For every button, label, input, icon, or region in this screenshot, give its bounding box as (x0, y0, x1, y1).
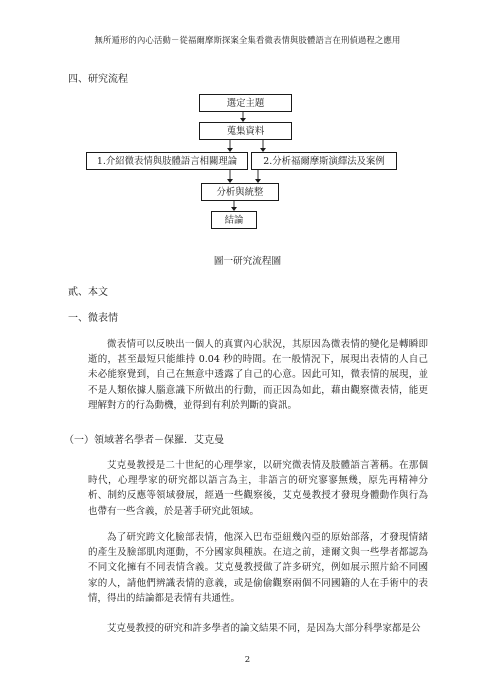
flow-box-conclusion: 結論 (211, 211, 257, 229)
paragraph-ekman-intro: 艾克曼教授是二十世紀的心理學家，以研究微表情及肢體語言著稱。在那個時代，心理學家的研究都以語言為主，非語言的研究寥寥無幾，原先再精神分析、制約反應等領域發展，經過一些觀察後，艾克曼教授才發現身體動作與行為也帶有一些含義，於是著手研究此領域。 (88, 460, 428, 517)
arrowhead-down-icon (260, 148, 266, 152)
arrowhead-down-icon (255, 179, 261, 183)
section-four-heading: 四、研究流程 (68, 74, 128, 85)
arrowhead-down-icon (231, 207, 237, 211)
paragraph-ekman-difference: 艾克曼教授的研究和許多學者的論文結果不同，是因為大部分科學家都是公 (107, 623, 421, 634)
arrowhead-down-icon (227, 179, 233, 183)
running-header: 無所遁形的內心活動－從福爾摩斯探案全集看微表情與肢體語言在刑偵過程之應用 (94, 35, 401, 45)
figure-caption: 圖一研究流程圖 (213, 256, 282, 267)
flow-box-introduce-theory: 1.介紹微表情與肢體語言相關理論 (86, 152, 248, 170)
flow-box-analyze-holmes: 2.分析福爾摩斯演繹法及案例 (251, 152, 397, 170)
paragraph-micro-expression: 微表情可以反映出一個人的真實內心狀況，其原因為微表情的變化是轉瞬即逝的，甚至最短只能維持 0.04 秒的時間。在一般情況下，展現出表情的人自己未必能察覺到，自己在無意中透露了自己的心意。因此可知，微表情的展現，並不是人類依據人腦意識下所做出的行動，而正因為如此，藉由觀察微表情，能更理解對方的行為動機，並得到有利於判斷的資訊。 (88, 339, 428, 411)
page-number: 2 (244, 655, 251, 665)
flowchart-connectors (0, 0, 495, 240)
section-one-heading: 一、微表情 (68, 313, 118, 324)
flow-box-select-topic: 選定主題 (199, 94, 292, 112)
flow-box-collect-data: 蒐集資料 (199, 122, 292, 140)
flow-box-analyze-integrate: 分析與統整 (201, 183, 279, 201)
paragraph-ekman-research: 為了研究跨文化臉部表情，他深入巴布亞紐幾內亞的原始部落，才發現情緒的產生及臉部肌肉運動，不分國家與種族。在這之前，達爾文與一些學者都認為不同文化擁有不同表情含義。艾克曼教授做了許多研究，例如展示照片給不同國家的人，請他們辨識表情的意義，或是偷偷觀察兩個不同國籍的人在手術中的表情，得出的結論都是表情有共通性。 (88, 532, 428, 604)
arrowhead-down-icon (227, 148, 233, 152)
arrowhead-down-icon (240, 118, 246, 122)
part-two-heading: 貳、本文 (68, 287, 108, 298)
subsection-one-heading: （一）領域著名學者－保羅．艾克曼 (64, 435, 224, 446)
